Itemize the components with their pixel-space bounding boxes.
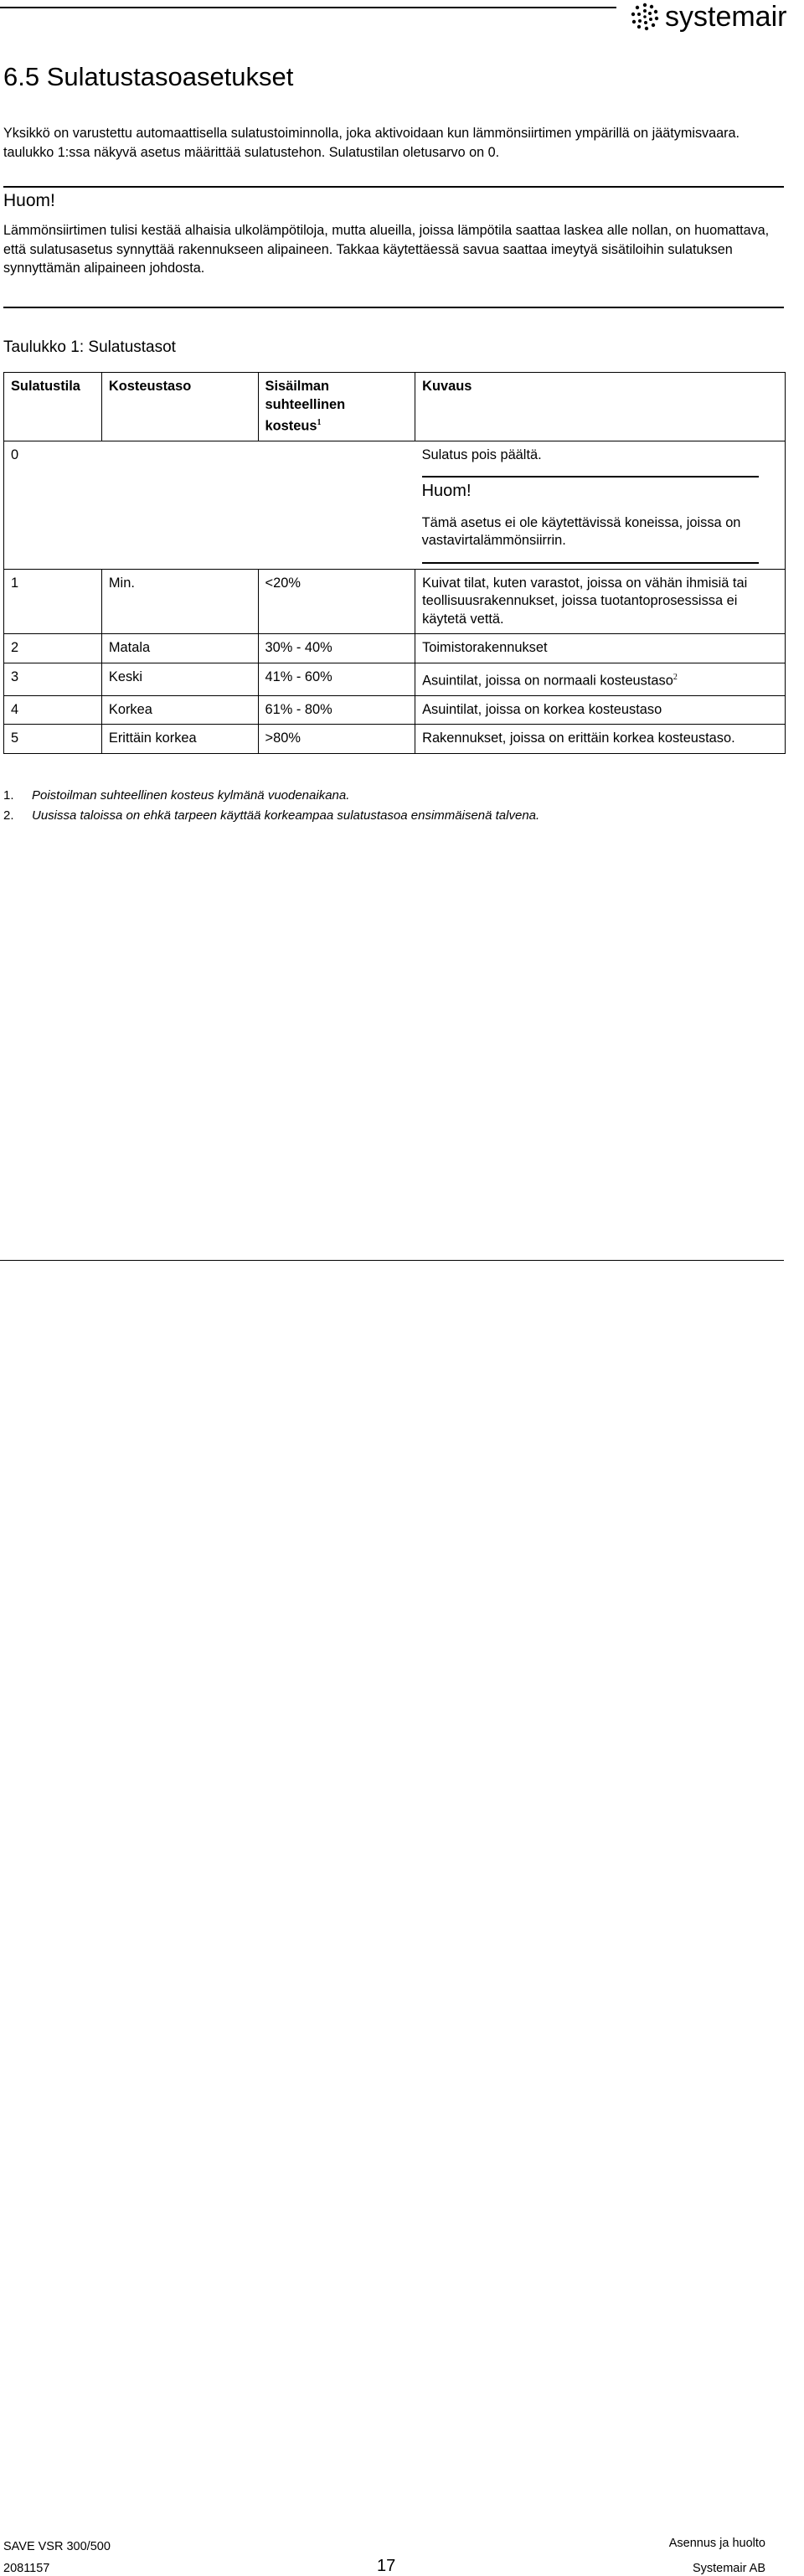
systemair-logo <box>630 0 786 34</box>
cell-rh-text: 30% - 40% <box>265 640 332 656</box>
cell-level-text: Erittäin korkea <box>108 730 197 746</box>
cell-mode-text: 2 <box>11 640 19 656</box>
cell-description <box>415 441 786 569</box>
cell-rh <box>258 569 415 634</box>
note-text: Lämmönsiirtimen tulisi kestää alhaisia ulkolämpötiloja, mutta alueilla, joissa lämpötila saattaa laskea alle nollan, on huomattava, että sulatusasetus synnyttää rakennukseen alipaineen. Takkaa käytettäessä savua saattaa imeytyä sisätiloihin sulatuksen synnyttämän alipaineen johdosta. <box>3 223 770 276</box>
cell-level <box>101 725 258 754</box>
cell-rh <box>258 663 415 695</box>
cell-rh-text: 41% - 60% <box>265 669 332 684</box>
footnote-item <box>3 786 782 806</box>
table-row <box>4 663 786 695</box>
cell-description-text: Kuivat tilat, kuten varastot, joissa on vähän ihmisiä tai teollisuusrakennukset, joissa tuotantoprosessissa ei käytetä vettä. <box>422 575 748 627</box>
cell-rh <box>258 441 415 569</box>
cell-level <box>101 695 258 725</box>
table-caption: Taulukko 1: Sulatustasot <box>3 338 176 356</box>
cell-mode <box>4 569 102 634</box>
cell-rh <box>258 634 415 663</box>
cell-mode: 0 <box>4 441 102 569</box>
cell-level-text: Min. <box>108 575 135 591</box>
cell-mode-text: 1 <box>11 575 19 591</box>
header-humidity-level: Kosteustaso <box>101 373 258 441</box>
cell-rh-text: >80% <box>265 730 301 746</box>
cell-rh <box>258 725 415 754</box>
cell-description <box>415 569 786 634</box>
cell-rh-text: <20% <box>265 575 301 591</box>
note-top-rule <box>3 186 784 188</box>
cell-mode-text: 3 <box>11 669 19 684</box>
cell-description-text: Asuintilat, joissa on normaali kosteustaso <box>422 673 673 689</box>
footnote-text: Uusissa taloissa on ehkä tarpeen käyttää korkeampaa sulatustasoa ensimmäisenä talvena. <box>32 808 540 823</box>
header-indoor-rh-line3: kosteus <box>265 418 317 434</box>
row0-note-text: Tämä asetus ei ole käytettävissä koneissa, joissa on vastavirtalämmönsiirrin. <box>421 514 741 549</box>
footer-page-number: 17 <box>377 2557 396 2575</box>
cell-level <box>101 663 258 695</box>
footer-company: Systemair AB <box>692 2562 765 2575</box>
row0-note-top-rule <box>422 476 759 478</box>
cell-description <box>415 695 786 725</box>
cell-level <box>101 441 258 569</box>
row0-description: Sulatus pois päältä. <box>421 447 542 462</box>
cell-description <box>415 634 786 663</box>
footnote-text: Poistoilman suhteellinen kosteus kylmänä vuodenaikana. <box>32 788 350 803</box>
cell-mode-text: 5 <box>11 730 19 746</box>
header-indoor-rh <box>258 373 415 441</box>
footnote-number: 2. <box>3 808 14 823</box>
cell-description <box>415 663 786 695</box>
header-indoor-rh-line1: Sisäilman <box>265 379 330 394</box>
cell-mode <box>4 695 102 725</box>
note-bottom-rule <box>3 307 784 308</box>
note-title: Huom! <box>3 191 55 210</box>
defrost-table <box>3 372 786 754</box>
table-row <box>4 725 786 754</box>
cell-level-text: Keski <box>108 669 142 684</box>
cell-level-text: Matala <box>108 640 151 656</box>
cell-level <box>101 634 258 663</box>
footnote-number: 1. <box>3 788 14 803</box>
footnote-ref: 1 <box>317 418 322 427</box>
footnotes <box>3 786 782 825</box>
cell-rh <box>258 695 415 725</box>
cell-mode <box>4 725 102 754</box>
cell-mode <box>4 634 102 663</box>
row0-note-bottom-rule <box>422 562 759 564</box>
header-mode: Sulatustila <box>4 373 102 441</box>
cell-level-text: Korkea <box>108 701 152 717</box>
header-indoor-rh-line2: suhteellinen <box>265 396 346 412</box>
cell-level <box>101 569 258 634</box>
cell-mode-text: 4 <box>11 701 19 717</box>
footer-rule <box>0 1260 784 1261</box>
cell-description <box>415 725 786 754</box>
header-description: Kuvaus <box>415 373 786 441</box>
footnote-ref: 2 <box>673 672 678 682</box>
systemair-dots-icon <box>630 2 660 32</box>
row0-note <box>422 476 778 564</box>
table-header-row <box>4 373 786 441</box>
intro-paragraph: Yksikkö on varustettu automaattisella sulatustoiminnolla, joka aktivoidaan kun lämmönsiirtimen ympärillä on jäätymisvaara. taulukko 1:ssa näkyvä asetus määrittää sulatustehon. Sulatustilan oletusarvo on 0. <box>3 126 740 160</box>
cell-mode <box>4 663 102 695</box>
footer-model: SAVE VSR 300/500 <box>3 2540 111 2553</box>
cell-description-text: Asuintilat, joissa on korkea kosteustaso <box>422 701 662 717</box>
table-row <box>4 569 786 634</box>
cell-description-text: Rakennukset, joissa on erittäin korkea kosteustaso. <box>422 730 735 746</box>
footnote-item <box>3 806 782 826</box>
cell-description-text: Toimistorakennukset <box>422 640 548 656</box>
header-rule <box>0 7 616 8</box>
footer-section: Asennus ja huolto <box>668 2537 765 2550</box>
footer-doc-number: 2081157 <box>3 2562 50 2575</box>
table-row <box>4 441 786 569</box>
table-row <box>4 634 786 663</box>
brand-name: systemair <box>665 0 787 33</box>
table-row <box>4 695 786 725</box>
page-title: 6.5 Sulatustasoasetukset <box>3 62 294 91</box>
row0-note-title: Huom! <box>421 482 472 501</box>
cell-rh-text: 61% - 80% <box>265 701 332 717</box>
